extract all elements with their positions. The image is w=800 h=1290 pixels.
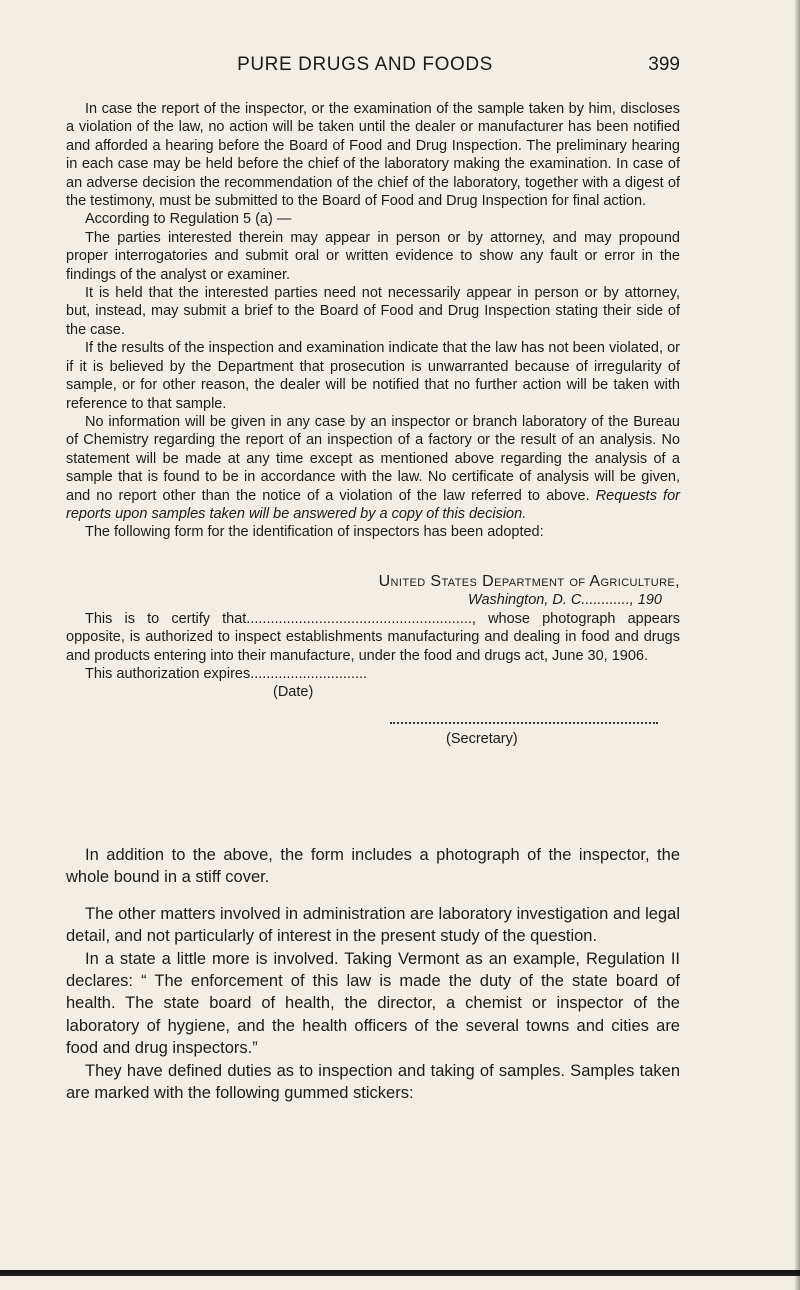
- form-certify: This is to certify that........................................................, whose photograph appears opposite, is authorized to inspect establishments manufacturing and dealing in food and drugs and products entering into their manufacture, under the food and drugs act, June 30, 1906.: [66, 610, 680, 664]
- bottom-edge-rule: [0, 1270, 800, 1276]
- paragraph: The parties interested therein may appear in person or by attorney, and may propound proper interrogatories and submit oral or written evidence to show any fault or error in the findings of the analyst or examiner.: [66, 229, 680, 283]
- page-edge-shadow: [794, 0, 800, 1290]
- paragraph: The other matters involved in administration are laboratory investigation and legal detail, and not particularly of interest in the present study of the question.: [66, 904, 680, 946]
- paragraph: If the results of the inspection and examination indicate that the law has not been violated, or if it is believed by the Department that prosecution is unwarranted because of irregularity of sample, or for other reason, the dealer will be notified that no further action will be taken with reference to that sample.: [66, 340, 680, 412]
- paragraph: According to Regulation 5 (a) —: [85, 211, 292, 228]
- paragraph-text: No information will be given in any case by an inspector or branch laboratory of the Bureau of Chemistry regarding the report of an inspection of a factory or the result of an analysis. No statement will be made at any time except as mentioned above regarding the analysis of a sample that is found to be in accordance with the law. No certificate of analysis will be given, and no report other than the notice of a violation of the law referred to above.: [66, 413, 680, 504]
- secretary-signature-line: [390, 722, 658, 724]
- paragraph: They have defined duties as to inspection and taking of samples. Samples taken are marked with the following gummed stickers:: [66, 1061, 680, 1103]
- form-secretary-label: (Secretary): [446, 730, 518, 747]
- body-text-bottom: [66, 844, 680, 1104]
- body-text-top: [66, 100, 680, 542]
- paragraph: It is held that the interested parties need not necessarily appear in person or by attorney, but, instead, may submit a brief to the Board of Food and Drug Inspection stating their side of the case.: [66, 285, 680, 338]
- paragraph: In addition to the above, the form includes a photograph of the inspector, the whole bound in a stiff cover.: [66, 846, 680, 887]
- page-number: 399: [648, 54, 680, 75]
- page-header: [0, 54, 800, 84]
- form-date-label: (Date): [273, 684, 314, 701]
- paragraph: In case the report of the inspector, or the examination of the sample taken by him, discloses a violation of the law, no action will be taken until the dealer or manufacturer has been notified and afforded a hearing before the Board of Food and Drug Inspection. The preliminary hearing in each case may be held before the chief of the laboratory making the examination. In case of an adverse decision the recommendation of the chief of the laboratory, together with a digest of the testimony, must be submitted to the Board of Food and Drug Inspection for final action.: [66, 101, 680, 210]
- paragraph: In a state a little more is involved. Taking Vermont as an example, Regulation II declares: “ The enforcement of this law is made the duty of the state board of health. The state board of health, the director, a chemist or inspector of the laboratory of hygiene, and the health officers of the several towns and cities are food and drug inspectors.”: [66, 949, 680, 1058]
- paragraph: The following form for the identification of inspectors has been adopted:: [85, 524, 544, 541]
- paragraph: [66, 413, 680, 523]
- form-expires: This authorization expires.............................: [85, 666, 368, 683]
- running-head: PURE DRUGS AND FOODS: [237, 54, 493, 75]
- form-heading: United States Department of Agriculture,: [378, 573, 680, 590]
- form-place: Washington, D. C............, 190: [468, 592, 662, 609]
- paragraph-italic-text: Requests for reports upon samples taken will be answered by a copy of this decision.: [66, 487, 680, 522]
- inspector-form: [66, 573, 680, 748]
